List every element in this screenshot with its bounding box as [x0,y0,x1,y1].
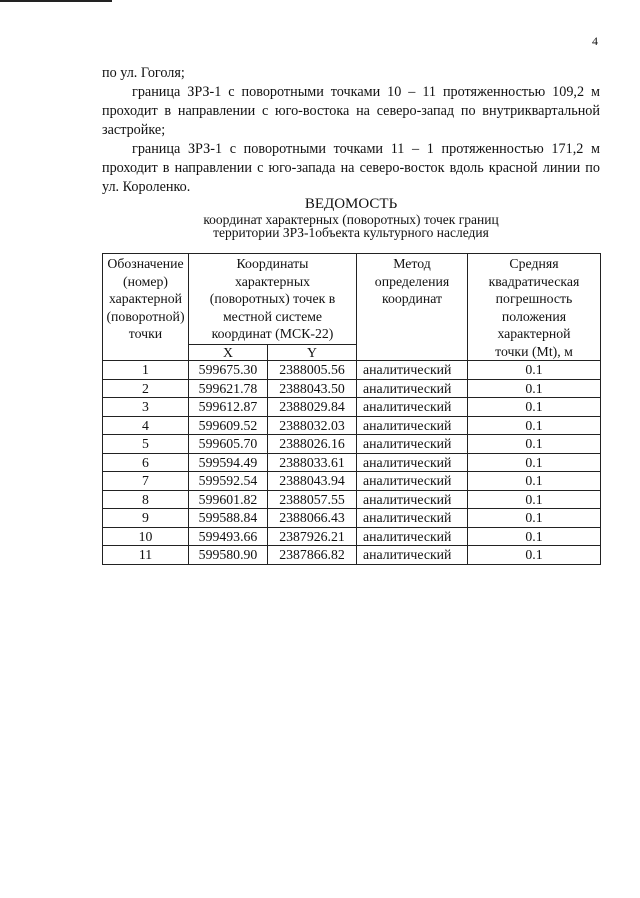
table-row [103,472,601,491]
cell-point-number: 9 [103,509,189,528]
cell-accuracy: 0.1 [468,546,601,565]
table-row [103,361,601,380]
cell-method: аналитический [357,361,468,380]
header-method [357,254,468,361]
cell-accuracy: 0.1 [468,398,601,417]
table-row [103,490,601,509]
header-accuracy [468,254,601,361]
cell-method: аналитический [357,509,468,528]
cell-point-number: 6 [103,453,189,472]
paragraph-3: граница ЗРЗ-1 с поворотными точками 11 – 1 протяженностью 171,2 м проходит в направлении с юго-запада на северо-восток вдоль красной линии по ул. Короленко. [102,141,600,195]
cell-y: 2388057.55 [268,490,357,509]
header-line: местной системе [222,308,323,324]
table-header-row [103,254,601,345]
cell-accuracy: 0.1 [468,527,601,546]
header-line: координат [381,291,443,306]
header-line: определения [374,273,450,289]
cell-x: 599605.70 [189,435,268,454]
header-line: характерной [108,291,183,306]
table-row [103,379,601,398]
cell-method: аналитический [357,527,468,546]
table-title-line-2: координат характерных (поворотных) точек границ [203,212,499,227]
coordinates-table [102,253,601,565]
cell-y: 2388033.61 [268,453,357,472]
cell-method: аналитический [357,416,468,435]
cell-accuracy: 0.1 [468,361,601,380]
header-line: (поворотной) [106,308,185,324]
table-row [103,546,601,565]
cell-y: 2387866.82 [268,546,357,565]
cell-point-number: 7 [103,472,189,491]
header-line: характерных [235,273,310,289]
table-title-line-3: территории ЗРЗ-1объекта культурного наследия [213,225,489,240]
cell-x: 599594.49 [189,453,268,472]
cell-method: аналитический [357,398,468,417]
header-line: погрешность [495,291,573,306]
table-row [103,453,601,472]
cell-x: 599588.84 [189,509,268,528]
table-row [103,435,601,454]
top-rule [0,0,112,2]
cell-point-number: 10 [103,527,189,546]
cell-accuracy: 0.1 [468,509,601,528]
cell-accuracy: 0.1 [468,435,601,454]
cell-y: 2388043.94 [268,472,357,491]
cell-point-number: 11 [103,546,189,565]
header-point-number [103,254,189,361]
header-y: Y [268,344,357,360]
cell-point-number: 3 [103,398,189,417]
table-body [103,361,601,565]
cell-point-number: 8 [103,490,189,509]
cell-point-number: 5 [103,435,189,454]
table-title-line-1: ВЕДОМОСТЬ [304,196,398,212]
cell-point-number: 2 [103,379,189,398]
table-row [103,527,601,546]
header-line: точки (Mt), м [495,343,573,359]
header-line: (номер) [123,273,168,289]
cell-accuracy: 0.1 [468,490,601,509]
cell-method: аналитический [357,472,468,491]
header-line: (поворотных) точек в [209,291,336,306]
page-number: 4 [592,34,598,48]
cell-accuracy: 0.1 [468,453,601,472]
header-x: X [189,344,268,360]
cell-y: 2388026.16 [268,435,357,454]
table-row [103,398,601,417]
header-coordinates [189,254,357,345]
cell-point-number: 4 [103,416,189,435]
cell-accuracy: 0.1 [468,416,601,435]
header-line: Средняя [509,256,559,271]
header-line: положения [501,308,567,324]
paragraph-1: по ул. Гоголя; [102,65,185,81]
cell-y: 2388032.03 [268,416,357,435]
cell-x: 599580.90 [189,546,268,565]
cell-accuracy: 0.1 [468,472,601,491]
cell-y: 2388066.43 [268,509,357,528]
cell-method: аналитический [357,546,468,565]
cell-x: 599601.82 [189,490,268,509]
cell-method: аналитический [357,453,468,472]
cell-method: аналитический [357,435,468,454]
cell-method: аналитический [357,379,468,398]
header-line: Обозначение [107,256,184,271]
cell-y: 2388043.50 [268,379,357,398]
cell-y: 2387926.21 [268,527,357,546]
header-line: точки [128,326,163,341]
cell-x: 599675.30 [189,361,268,380]
cell-accuracy: 0.1 [468,379,601,398]
table-row [103,509,601,528]
body-text [102,64,600,197]
header-line: координат (МСК-22) [211,326,334,341]
cell-y: 2388005.56 [268,361,357,380]
header-line: квадратическая [488,273,580,289]
cell-x: 599609.52 [189,416,268,435]
cell-method: аналитический [357,490,468,509]
cell-x: 599493.66 [189,527,268,546]
header-line: Метод [393,256,431,271]
table-title [102,196,600,239]
header-line: характерной [497,326,571,341]
table-row [103,416,601,435]
paragraph-2: граница ЗРЗ-1 с поворотными точками 10 – 11 протяженностью 109,2 м проходит в направлении с юго-востока на северо-запад по внутриквартальной застройке; [102,84,600,138]
cell-y: 2388029.84 [268,398,357,417]
header-line: Координаты [236,256,309,271]
cell-point-number: 1 [103,361,189,380]
cell-x: 599612.87 [189,398,268,417]
cell-x: 599592.54 [189,472,268,491]
cell-x: 599621.78 [189,379,268,398]
